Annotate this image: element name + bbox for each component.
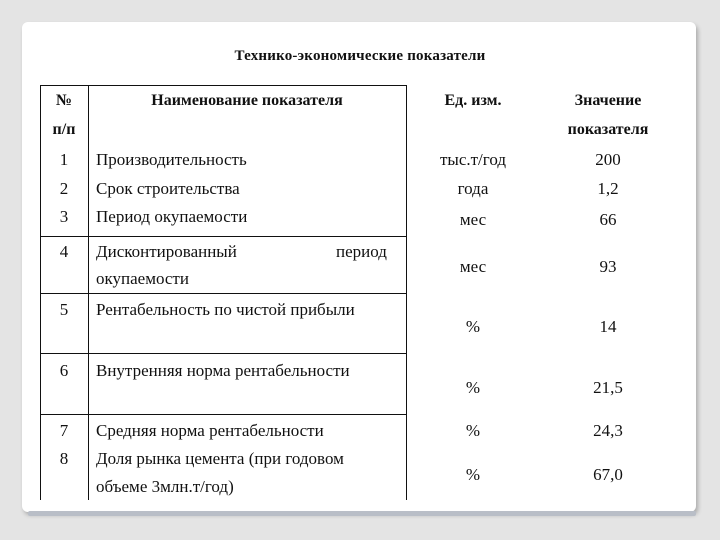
row-5-unit: % xyxy=(465,317,481,336)
row-5-name: Рентабельность по чистой прибыли xyxy=(96,300,355,319)
row-7-value: 24,3 xyxy=(593,421,623,440)
row-7-name: Средняя норма рентабельности xyxy=(96,421,324,440)
row-5-num: 5 xyxy=(59,300,69,319)
row-8-num: 8 xyxy=(59,449,69,468)
header-value-line2: показателя xyxy=(567,121,649,138)
row-3-value: 66 xyxy=(599,210,617,229)
header-num-line1: № xyxy=(55,92,73,109)
row-7-num: 7 xyxy=(59,421,69,440)
row-4-unit: мес xyxy=(459,257,487,276)
row-2-value: 1,2 xyxy=(597,179,619,198)
row-8-value: 67,0 xyxy=(593,465,623,484)
row-3-name: Период окупаемости xyxy=(96,207,248,226)
row-3-unit: мес xyxy=(459,210,487,229)
header-top-border xyxy=(40,85,407,86)
row-6-unit: % xyxy=(465,378,481,397)
row-6-name: Внутренняя норма рентабельности xyxy=(96,361,350,380)
row-1-num: 1 xyxy=(59,150,69,169)
row-3-num: 3 xyxy=(59,207,69,226)
row-divider-3-4 xyxy=(40,236,407,237)
row-8-name-line1: Доля рынка цемента (при годовом xyxy=(96,449,344,468)
row-2-num: 2 xyxy=(59,179,69,198)
slide-shadow-bar xyxy=(28,511,696,516)
row-1-unit: тыс.т/год xyxy=(439,150,506,169)
row-4-value: 93 xyxy=(599,257,617,276)
row-4-name-line1a: Дисконтированный xyxy=(96,242,237,261)
row-4-name-line1b: период xyxy=(336,242,387,261)
row-4-num: 4 xyxy=(59,242,69,261)
row-divider-5-6 xyxy=(40,353,407,354)
row-1-value: 200 xyxy=(595,150,621,169)
header-name: Наименование показателя xyxy=(151,92,343,109)
table-title: Технико-экономические показатели xyxy=(234,48,486,64)
row-6-value: 21,5 xyxy=(593,378,623,397)
row-2-unit: года xyxy=(457,179,489,198)
row-7-unit: % xyxy=(465,421,481,440)
row-divider-6-7 xyxy=(40,414,407,415)
row-5-value: 14 xyxy=(599,317,617,336)
row-1-name: Производительность xyxy=(96,150,247,169)
row-8-unit: % xyxy=(465,465,481,484)
row-4-name-line2: окупаемости xyxy=(96,269,189,288)
row-8-name-line2: объеме 3млн.т/год) xyxy=(96,477,234,496)
header-num-line2: п/п xyxy=(52,121,76,138)
header-value-line1: Значение xyxy=(574,92,642,109)
row-divider-4-5 xyxy=(40,293,407,294)
row-2-name: Срок строительства xyxy=(96,179,240,198)
header-unit: Ед. изм. xyxy=(444,92,502,109)
row-6-num: 6 xyxy=(59,361,69,380)
